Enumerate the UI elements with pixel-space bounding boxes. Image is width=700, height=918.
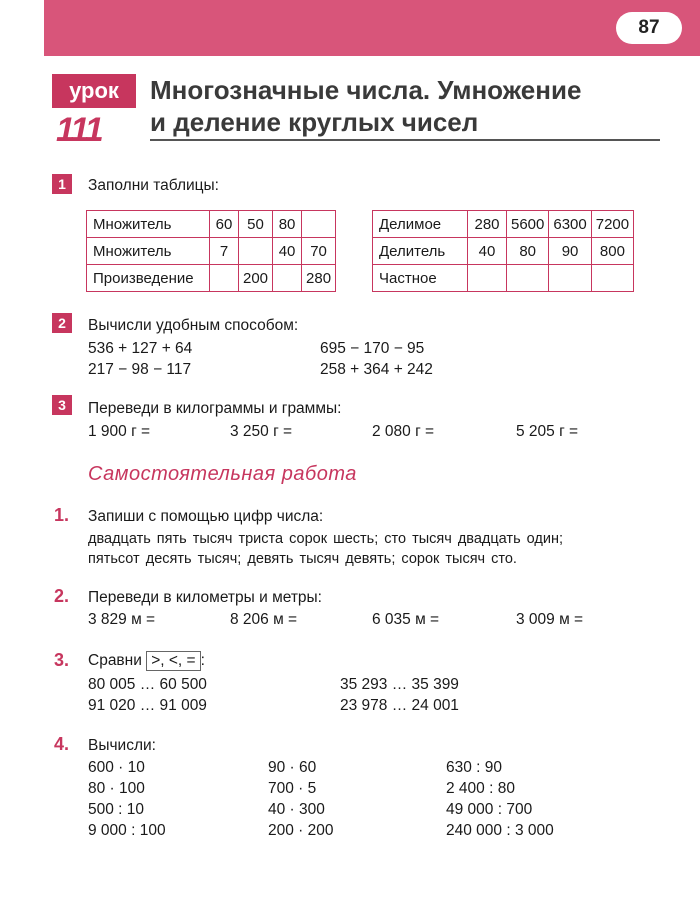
table-row — [87, 265, 336, 292]
expression: 90 · 60 — [268, 759, 317, 776]
expression: 49 000 : 700 — [446, 801, 533, 818]
expression: 6 035 м = — [372, 611, 440, 628]
sw-1-line-1: двадцать пять тысяч триста сорок шесть; сто тысяч двадцать один; — [88, 531, 563, 547]
table-cell: 7200 — [591, 211, 633, 238]
table-cell: 70 — [302, 238, 336, 265]
sw-2-number: 2. — [54, 586, 70, 606]
sw-2-instruction: Переведи в километры и метры: — [88, 589, 322, 606]
expression: 40 · 300 — [268, 801, 325, 818]
lesson-number: 111 — [56, 111, 102, 149]
table-cell: 50 — [239, 211, 273, 238]
table-cell: Множитель — [87, 211, 210, 238]
table-cell: 200 — [239, 265, 273, 292]
table-row — [373, 265, 634, 292]
table-row — [87, 238, 336, 265]
expression: 700 · 5 — [268, 780, 317, 797]
table-row — [373, 211, 634, 238]
task-3-number: 3 — [52, 395, 72, 415]
expression: 258 + 364 + 242 — [320, 361, 433, 378]
expression: 35 293 … 35 399 — [340, 676, 459, 693]
task-2-instruction: Вычисли удобным способом: — [88, 317, 299, 334]
section-title: Самостоятельная работа — [88, 463, 357, 485]
table-cell — [549, 265, 591, 292]
sw-1-line-2: пятьсот десять тысяч; девять тысяч девять; сорок тысяч сто. — [88, 551, 517, 567]
page-title — [150, 74, 581, 138]
table-cell: 40 — [273, 238, 302, 265]
task-1-number: 1 — [52, 174, 72, 194]
table-cell: 90 — [549, 238, 591, 265]
table-multiplication — [86, 210, 336, 292]
expression: 3 829 м = — [88, 611, 156, 628]
table-row — [373, 238, 634, 265]
table-cell — [507, 265, 549, 292]
page-number: 87 — [616, 12, 682, 44]
table-cell — [273, 265, 302, 292]
table-cell: Делитель — [373, 238, 468, 265]
table-cell: 60 — [210, 211, 239, 238]
task-2-number: 2 — [52, 313, 72, 333]
expression: 695 − 170 − 95 — [320, 340, 425, 357]
expression: 500 : 10 — [88, 801, 145, 818]
table-row — [87, 211, 336, 238]
table-cell — [591, 265, 633, 292]
expression: 3 250 г = — [230, 423, 293, 440]
title-rule — [150, 139, 660, 141]
sw-3-number: 3. — [54, 650, 70, 670]
expression: 2 080 г = — [372, 423, 435, 440]
sw-4-number: 4. — [54, 734, 70, 754]
table-cell: Произведение — [87, 265, 210, 292]
expression: 80 005 … 60 500 — [88, 676, 207, 693]
table-cell — [210, 265, 239, 292]
expression: 3 009 м = — [516, 611, 584, 628]
table-cell — [239, 238, 273, 265]
table-cell: Множитель — [87, 238, 210, 265]
expression: 5 205 г = — [516, 423, 579, 440]
expression: 630 : 90 — [446, 759, 503, 776]
header-bar — [44, 0, 700, 56]
table-cell: 40 — [468, 238, 507, 265]
expression: 80 · 100 — [88, 780, 145, 797]
sw-4-instruction: Вычисли: — [88, 737, 156, 754]
expression: 9 000 : 100 — [88, 822, 166, 839]
table-division — [372, 210, 634, 292]
table-cell: 80 — [507, 238, 549, 265]
sw-1-instruction: Запиши с помощью цифр числа: — [88, 508, 324, 525]
table-cell: 280 — [302, 265, 336, 292]
table-cell: Делимое — [373, 211, 468, 238]
table-cell — [468, 265, 507, 292]
sw-1-number: 1. — [54, 505, 70, 525]
table-cell: 800 — [591, 238, 633, 265]
lesson-label: урок — [52, 74, 136, 108]
expression: 240 000 : 3 000 — [446, 822, 554, 839]
task-3-instruction: Переведи в килограммы и граммы: — [88, 400, 342, 417]
sw-3-instruction-text: Сравни — [88, 652, 142, 669]
expression: 23 978 … 24 001 — [340, 697, 459, 714]
table-cell — [302, 211, 336, 238]
expression: 1 900 г = — [88, 423, 151, 440]
expression: 8 206 м = — [230, 611, 298, 628]
comparison-signs-box: >, <, = — [146, 651, 200, 671]
expression: 200 · 200 — [268, 822, 334, 839]
table-cell: 80 — [273, 211, 302, 238]
sw-3-instruction — [88, 651, 205, 671]
table-cell: Частное — [373, 265, 468, 292]
table-cell: 5600 — [507, 211, 549, 238]
title-line-1: Многозначные числа. Умножение — [150, 75, 582, 105]
table-cell: 6300 — [549, 211, 591, 238]
expression: 91 020 … 91 009 — [88, 697, 207, 714]
sw-3-colon: : — [200, 652, 205, 669]
expression: 217 − 98 − 117 — [88, 361, 192, 378]
expression: 2 400 : 80 — [446, 780, 515, 797]
title-line-2: и деление круглых чисел — [150, 107, 479, 137]
expression: 600 · 10 — [88, 759, 145, 776]
table-cell: 280 — [468, 211, 507, 238]
table-cell: 7 — [210, 238, 239, 265]
expression: 536 + 127 + 64 — [88, 340, 193, 357]
task-1-instruction: Заполни таблицы: — [88, 177, 219, 194]
